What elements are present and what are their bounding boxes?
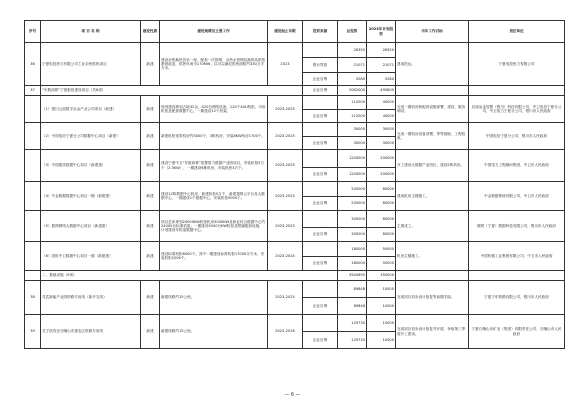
plan-investment: 495800 — [367, 86, 396, 96]
work-target: 建成机房主楼施工。 — [396, 182, 469, 211]
responsible-unit: 中国电力工程顾问集团，中卫市人民政府 — [469, 150, 565, 182]
empty-cell — [25, 150, 41, 182]
funding-source: 企业自筹 — [303, 110, 338, 123]
total-investment: 1240000 — [338, 150, 367, 168]
empty-cell — [25, 242, 41, 271]
header-total: 总投资 — [338, 21, 367, 43]
funding-source: 企业自筹 — [303, 73, 338, 86]
plan-investment: 10000 — [367, 298, 396, 315]
total-investment: 5280 — [338, 73, 367, 86]
funding-source: 企业自筹 — [303, 137, 338, 150]
project-table — [24, 20, 565, 349]
plan-investment: 50000 — [367, 242, 396, 257]
project-nature: 新建 — [141, 150, 160, 182]
work-target: 建成投运。 — [396, 43, 469, 86]
funding-source: 企业自筹 — [303, 257, 338, 271]
plan-investment: 21071 — [367, 58, 396, 73]
project-scale: 建设12栋数据中心机房，新建机柜5万个，新建超算云平台及大数据中心，一期建设1个数据中心，安装机柜5000个。 — [160, 182, 268, 211]
table-row — [25, 315, 565, 332]
responsible-unit: 宁夏石嘴山市矿业（集团）有限责任公司，石嘴山市人民政府 — [469, 315, 565, 349]
table-row — [25, 96, 565, 110]
header-source: 投资来源 — [303, 21, 338, 43]
project-period: 2023-2025 — [268, 281, 303, 315]
project-scale: 项目总体规划20000KW机柜机房5000KW及商业综合数据中心约24000台标准机架；一期建设5000台KW机柜及附属配套设施，计划建设年机架数据中心。 — [160, 211, 268, 242]
plan-investment: 200000 — [367, 150, 396, 168]
total-investment: 129730 — [338, 315, 367, 332]
header-period: 建设起止年限 — [268, 21, 303, 43]
project-nature: 新建 — [141, 96, 160, 123]
project-scale: 建设余热换热首站一座、配套一次管网、余热水管网及换热站供热系统改造，供热负荷为170MW，以可以满足供热面积约330万平方米。 — [160, 43, 268, 86]
responsible-unit: 宁夏宁东铁路有限公司，银川市人民政府 — [469, 281, 565, 315]
header-nature: 建设性质 — [141, 21, 160, 43]
project-name: 灵宁武线至石嘴山市惠农区铁路专用线 — [41, 315, 141, 349]
empty-cell — [25, 271, 41, 281]
total-investment: 30000 — [338, 137, 367, 150]
project-nature: 新建 — [141, 123, 160, 150]
plan-investment: 40000 — [367, 110, 396, 123]
section-plan: 350000 — [367, 271, 396, 281]
total-investment: 300000 — [338, 211, 367, 228]
plan-investment: 50000 — [367, 257, 396, 271]
funding-source: 企业自筹 — [303, 228, 338, 242]
empty-cell — [25, 182, 41, 211]
document-page — [24, 20, 564, 349]
total-investment: 26350 — [338, 43, 367, 58]
funding-source: 企业自筹 — [303, 298, 338, 315]
project-group-name: “东数西算”宁夏枢纽建设项目（共6项） — [41, 86, 303, 96]
funding-source: 企业自筹 — [303, 168, 338, 182]
project-nature: 新建 — [141, 281, 160, 315]
work-target: 机房主楼施工。 — [396, 242, 469, 271]
funding-source — [303, 182, 338, 197]
table-row — [25, 86, 565, 96]
project-nature: 新建 — [141, 315, 160, 349]
funding-source — [303, 211, 338, 228]
project-period: 2023-2026 — [268, 315, 303, 349]
funding-source — [303, 150, 338, 168]
project-name: 灵武新能产业园铁路专用线（新开支线） — [41, 281, 141, 315]
project-period: 2023-2025 — [268, 123, 303, 150]
header-scale: 建设规模及主要工作 — [160, 21, 268, 43]
project-period: 2023-2025 — [268, 211, 303, 242]
page-number: — 6 — — [284, 392, 301, 398]
responsible-unit: 启迪冶金智慧（银川）科技有限公司，中卫电信宁夏分公司，中卫电力宁夏分公司，银川市人民政府 — [469, 96, 565, 123]
empty-cell — [25, 211, 41, 242]
table-header-row — [25, 21, 565, 43]
work-target: 主建成工。 — [396, 211, 469, 242]
total-investment: 1240000 — [338, 168, 367, 182]
empty-cell — [396, 86, 469, 96]
total-investment: 21071 — [338, 58, 367, 73]
table-row — [25, 242, 565, 257]
plan-investment: 10000 — [367, 332, 396, 349]
project-scale: 规划建设规划占地32亩，420台网络设备，120个40U机柜，可用机柜及配套数据中心，一期建设12个机架。 — [160, 96, 268, 123]
plan-investment: 5280 — [367, 73, 396, 86]
project-nature: 新建 — [141, 43, 160, 86]
funding-source — [303, 43, 338, 58]
section-total: 3540695 — [338, 271, 367, 281]
project-scale: 新建机柜宽带机房约3000个，3栋机房，安装8KW机房1700个。 — [160, 123, 268, 150]
plan-investment: 80000 — [367, 197, 396, 211]
project-period: 2023-2024 — [268, 242, 303, 271]
project-period: 2023-2025 — [268, 182, 303, 211]
plan-investment: 80000 — [367, 228, 396, 242]
funding-source — [303, 242, 338, 257]
work-target: 完成一期机房设备部署，等等基础，工程验收。 — [396, 123, 469, 150]
project-scale: 新建线路约15公里。 — [160, 281, 268, 315]
work-target: 完成项目初步设计批复并开展、争取第三季度开工建设。 — [396, 315, 469, 349]
sub-project-name: （5）数网网络大数据中心项目（新建建） — [41, 211, 141, 242]
funding-source — [303, 123, 338, 137]
project-nature: 新建 — [141, 242, 160, 271]
total-investment: 112000 — [338, 110, 367, 123]
sub-projects — [25, 96, 565, 271]
funding-source: 银行贷款 — [303, 58, 338, 73]
table-row — [25, 150, 565, 168]
plan-investment: 200000 — [367, 168, 396, 182]
total-investment: 30000 — [338, 123, 367, 137]
sub-project-name: （1）银川云创数字冶金产业公司项目（新建） — [41, 96, 141, 123]
table-row — [25, 281, 565, 298]
empty-cell — [396, 271, 469, 281]
plan-investment: 26350 — [367, 43, 396, 58]
plan-investment: 30000 — [367, 123, 396, 137]
funding-source — [303, 315, 338, 332]
project-scale: 新建线路约15公里。 — [160, 315, 268, 349]
project-scale: 建设宁夏中卫“东数西算”智慧算力数据产业园项目，安装机柜5万个（2.5KW），一期建设6栋机房，安装机柜3万个。 — [160, 150, 268, 182]
table-row — [25, 182, 565, 197]
section-row — [25, 271, 565, 281]
project-period: 2023-2025 — [268, 96, 303, 123]
empty-cell — [25, 96, 41, 123]
project-period: 2023-2025 — [268, 150, 303, 182]
total-investment: 180000 — [338, 242, 367, 257]
table-row — [25, 123, 565, 137]
total-investment: 89848 — [338, 281, 367, 298]
funding-source: 企业自筹 — [303, 332, 338, 349]
empty-cell — [25, 123, 41, 150]
work-target: 开工建设大数据产业园区，建设2栋机房。 — [396, 150, 469, 182]
table-row — [25, 211, 565, 228]
project-scale: 建设标准机柜6000个。其中一期建设标准机柜17000平方米，安装机柜2000个。 — [160, 242, 268, 271]
header-plan-2023: 2023年计划投资 — [367, 21, 396, 43]
project-name: 宁夏电投热力有限公司工业余热供热项目 — [41, 43, 141, 86]
funding-source — [303, 281, 338, 298]
row-index: 38 — [25, 281, 41, 315]
plan-investment: 40000 — [367, 96, 396, 110]
row-index: 39 — [25, 315, 41, 349]
project-period: 2023 — [268, 43, 303, 86]
plan-investment: 10000 — [367, 315, 396, 332]
work-target: 完成项目初步设计批复等前期手续。 — [396, 281, 469, 315]
empty-cell — [469, 86, 565, 96]
empty-cell — [469, 271, 565, 281]
sub-project-name: （3）中国建设数据中心项目（新建建） — [41, 150, 141, 182]
total-investment: 200000 — [338, 182, 367, 197]
responsible-unit: 数网（宁夏）数据科技有限公司，银川市人民政府 — [469, 211, 565, 242]
section-label: 二、基础设施（9项） — [41, 271, 338, 281]
total-investment: 180000 — [338, 257, 367, 271]
table-row — [25, 43, 565, 58]
plan-investment: 10000 — [367, 281, 396, 298]
plan-investment: 80000 — [367, 182, 396, 197]
row-index: 36 — [25, 43, 41, 86]
header-index: 序号 — [25, 21, 41, 43]
sub-project-name: （2）中国电信宁夏分公司数据中心项目（新建） — [41, 123, 141, 150]
work-target: 完成一期机房和配套设施部署，建设，服务调试。 — [396, 96, 469, 123]
header-project-name: 项 目 名 称 — [41, 21, 141, 43]
project-nature: 新建 — [141, 182, 160, 211]
responsible-unit: 中金数据系统有限公司，中卫市人民政府 — [469, 182, 565, 211]
total-investment: 129730 — [338, 332, 367, 349]
plan-investment: 30000 — [367, 137, 396, 150]
plan-investment: 80000 — [367, 211, 396, 228]
header-target: 当年工作目标 — [396, 21, 469, 43]
total-investment: 2062000 — [338, 86, 367, 96]
total-investment: 112000 — [338, 96, 367, 110]
funding-source: 企业自筹 — [303, 86, 338, 96]
header-owner: 责任单位 — [469, 21, 565, 43]
responsible-unit: 中国电信宁夏分公司，银川市人民政府 — [469, 123, 565, 150]
row-index: 37 — [25, 86, 41, 96]
project-nature: 新建 — [141, 211, 160, 242]
funding-source — [303, 96, 338, 110]
responsible-unit: 宁夏电投热力有限公司 — [469, 43, 565, 86]
responsible-unit: 中国机械工业集团有限公司，中卫市人民政府 — [469, 242, 565, 271]
total-investment: 200000 — [338, 197, 367, 211]
sub-project-name: （4）中金数据数据中心项目一期（新建建） — [41, 182, 141, 211]
funding-source: 企业自筹 — [303, 197, 338, 211]
total-investment: 300000 — [338, 228, 367, 242]
sub-project-name: （6）国机中卫数据中心项目一期（新建建） — [41, 242, 141, 271]
total-investment: 89848 — [338, 298, 367, 315]
